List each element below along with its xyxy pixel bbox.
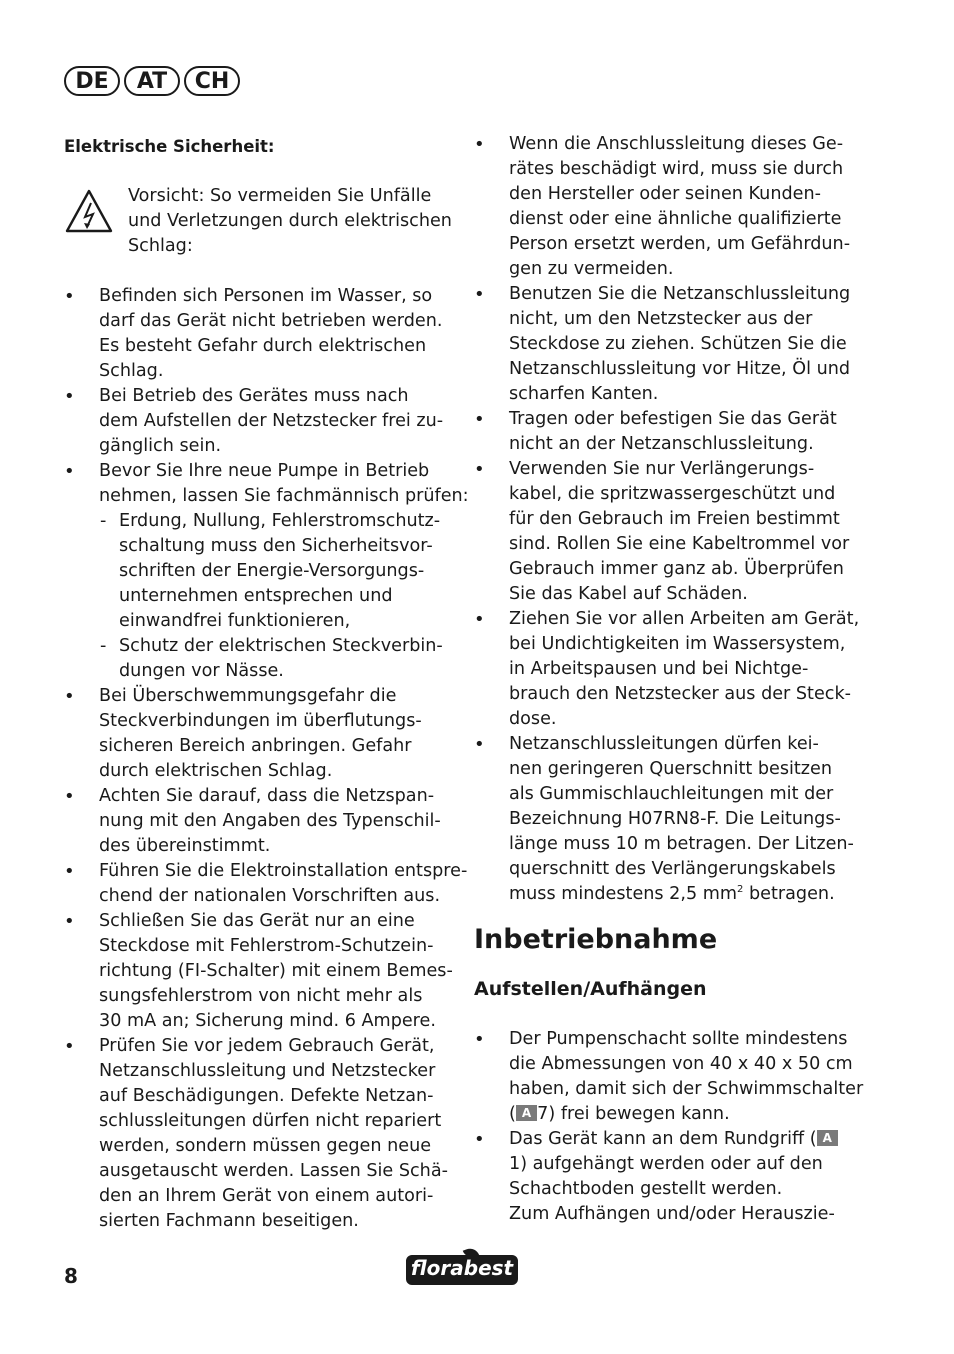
electric-warning-icon bbox=[64, 187, 114, 237]
section-title: Inbetriebnahme bbox=[474, 924, 718, 955]
list-item: • Benutzen Sie die Netzanschlussleitung nicht, um den Netzstecker aus der Steckdose zu ziehen. Schützen Sie die Netzanschlussleitung vor Hitze, Öl und scharfen Kanten. bbox=[474, 282, 866, 407]
brand-name: florabest bbox=[410, 1256, 514, 1280]
right-bullet-list bbox=[474, 132, 866, 907]
sub-list bbox=[99, 509, 456, 684]
badge-at: AT bbox=[124, 66, 180, 96]
list-item: • Verwenden Sie nur Verlängerungs- kabel, die spritzwassergeschützt und für den Gebrauch im Freien bestimmt sind. Rollen Sie eine Kabeltrommel vor Gebrauch immer ganz ab. Überprüfen Sie das Kabel auf Schäden. bbox=[474, 457, 866, 607]
list-item: • Bei Überschwemmungsgefahr die Steckverbindungen im überflutungs- sicheren Bereich anbringen. Gefahr durch elektrischen Schlag. bbox=[64, 684, 456, 784]
badge-de: DE bbox=[64, 66, 120, 96]
brand-logo bbox=[406, 1248, 518, 1288]
list-item: • Bei Betrieb des Gerätes muss nach dem Aufstellen der Netzstecker frei zu- gänglich sein. bbox=[64, 384, 456, 459]
list-item: • Prüfen Sie vor jedem Gebrauch Gerät, Netzanschlussleitung und Netzstecker auf Beschädigungen. Defekte Netzan- schlussleitungen dürfen nicht repariert werden, sondern müssen gegen neue ausgetauscht werden. Lassen Sie Schä- den an Ihrem Gerät von einem autori- sierten Fachmann beseitigen. bbox=[64, 1034, 456, 1234]
subsection-title: Aufstellen/Aufhängen bbox=[474, 978, 707, 1000]
warning-block bbox=[64, 184, 456, 259]
list-item: • Ziehen Sie vor allen Arbeiten am Gerät, bei Undichtigkeiten im Wassersystem, in Arbeitspausen und bei Nichtge- brauch den Netzstecker aus der Steck- dose. bbox=[474, 607, 866, 732]
left-column bbox=[64, 132, 469, 1234]
warning-text: Vorsicht: So vermeiden Sie Unfälle und Verletzungen durch elektrischen Schlag: bbox=[128, 186, 452, 256]
setup-bullet-list bbox=[474, 1027, 866, 1227]
left-bullet-list bbox=[64, 284, 469, 1234]
page-number: 8 bbox=[64, 1264, 78, 1288]
figure-ref-badge: A bbox=[516, 1105, 537, 1121]
list-item: • Der Pumpenschacht sollte mindestens die Abmessungen von 40 x 40 x 50 cm haben, damit sich der Schwimmschalter ( A 7) frei bewegen kann. bbox=[474, 1027, 866, 1127]
list-item: • Wenn die Anschlussleitung dieses Ge- rätes beschädigt wird, muss sie durch den Hersteller oder seinen Kunden- dienst oder eine ähnliche qualifizierte Person ersetzt werden, um Gefährdun- gen zu vermeiden. bbox=[474, 132, 866, 282]
sub-list-item: - Erdung, Nullung, Fehlerstromschutz- schaltung muss den Sicherheitsvor- schriften der Energie-Versorgungs- unternehmen entsprechen und einwandfrei funktionieren, bbox=[99, 509, 456, 634]
country-badges bbox=[64, 66, 240, 96]
figure-ref-badge: A bbox=[817, 1130, 838, 1146]
list-item: • Achten Sie darauf, dass die Netzspan- nung mit den Angaben des Typenschil- des übereinstimmt. bbox=[64, 784, 456, 859]
badge-ch: CH bbox=[184, 66, 240, 96]
list-item: • Das Gerät kann an dem Rundgriff ( A 1) aufgehängt werden oder auf den Schachtboden gestellt werden. Zum Aufhängen und/oder Herauszie- bbox=[474, 1127, 866, 1227]
list-item: • Bevor Sie Ihre neue Pumpe in Betrieb nehmen, lassen Sie fachmännisch prüfen: - Erdung, Nullung, Fehlerstromschutz- schaltung muss den Sicherheitsvor- schriften der Energie-Versorgungs- unternehmen entsprechen und einwandfrei funktionieren, - Schutz der elektrischen Steckverbin- dungen vor Nässe. bbox=[64, 459, 456, 684]
section-heading: Elektrische Sicherheit: bbox=[64, 137, 275, 156]
list-item: • Schließen Sie das Gerät nur an eine Steckdose mit Fehlerstrom-Schutzein- richtung (FI-Schalter) mit einem Bemes- sungsfehlerstrom von nicht mehr als 30 mA an; Sicherung mind. 6 Ampere. bbox=[64, 909, 456, 1034]
sub-list-item: - Schutz der elektrischen Steckverbin- dungen vor Nässe. bbox=[99, 634, 456, 684]
right-column bbox=[474, 132, 866, 1227]
list-item: • Führen Sie die Elektroinstallation entspre- chend der nationalen Vorschriften aus. bbox=[64, 859, 456, 909]
list-item: • Befinden sich Personen im Wasser, so darf das Gerät nicht betrieben werden. Es besteht Gefahr durch elektrischen Schlag. bbox=[64, 284, 456, 384]
list-item: • Netzanschlussleitungen dürfen kei- nen geringeren Querschnitt besitzen als Gummischlauchleitungen mit der Bezeichnung H07RN8-F. Die Leitungs- länge muss 10 m betragen. Der Litzen- querschnitt des Verlängerungskabels muss mindestens 2,5 $mm^2$ betragen. bbox=[474, 732, 866, 907]
list-item: • Tragen oder befestigen Sie das Gerät nicht an der Netzanschlussleitung. bbox=[474, 407, 866, 457]
